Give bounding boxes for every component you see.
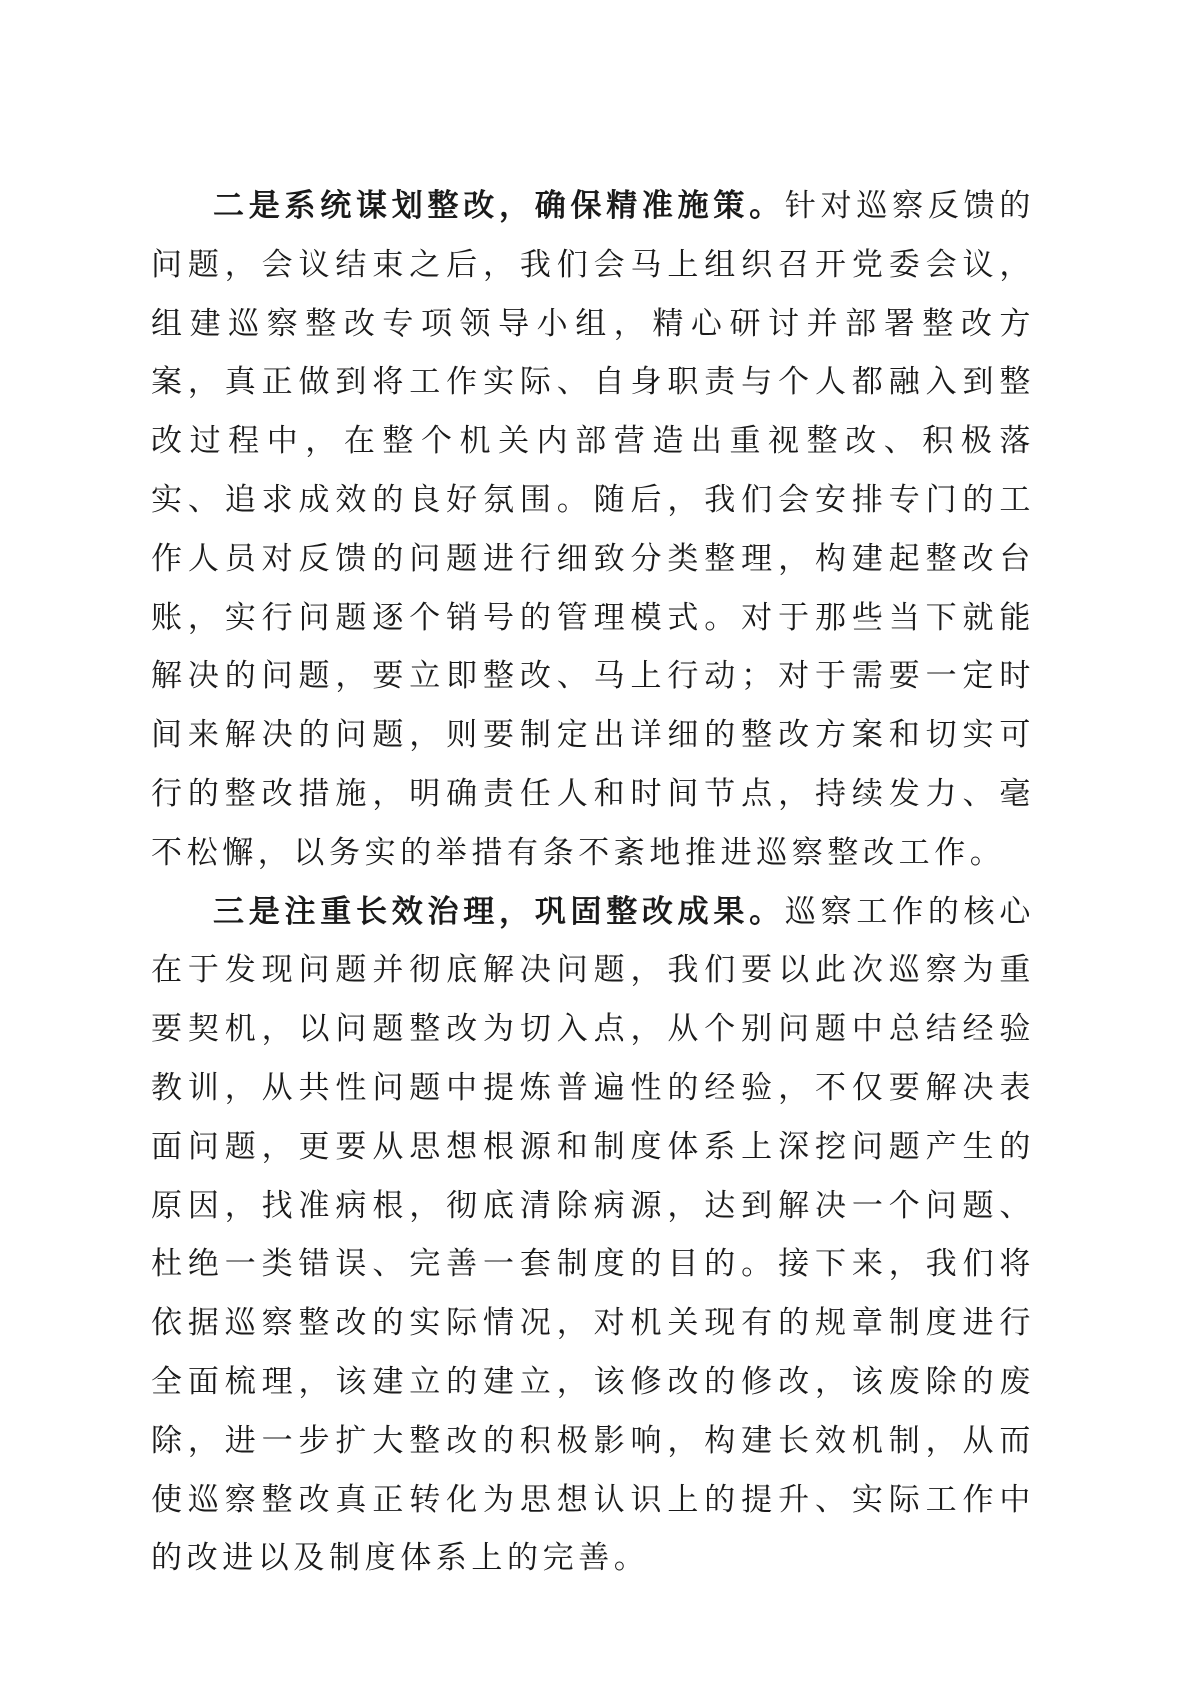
- paragraph-long-term-governance: [151, 883, 1035, 1589]
- paragraph-text: 巡察工作的核心在于发现问题并彻底解决问题，我们要以此次巡察为重要契机，以问题整改为切入点，从个别问题中总结经验教训，从共性问题中提炼普遍性的经验，不仅要解决表面问题，更要从思想根源和制度体系上深挖问题产生的原因，找准病根，彻底清除病源，达到解决一个问题、杜绝一类错误、完善一套制度的目的。接下来，我们将依据巡察整改的实际情况，对机关现有的规章制度进行全面梳理，该建立的建立，该修改的修改，该废除的废除，进一步扩大整改的积极影响，构建长效机制，从而使巡察整改真正转化为思想认识上的提升、实际工作中的改进以及制度体系上的完善。: [151, 893, 1035, 1577]
- paragraph-lead: 二是系统谋划整改，确保精准施策。: [213, 188, 785, 224]
- document-body: [151, 177, 1035, 1588]
- paragraph-systematic-rectification: [151, 177, 1035, 883]
- paragraph-lead: 三是注重长效治理，巩固整改成果。: [213, 893, 785, 930]
- paragraph-text: 针对巡察反馈的问题，会议结束之后，我们会马上组织召开党委会议，组建巡察整改专项领导小组，精心研讨并部署整改方案，真正做到将工作实际、自身职责与个人都融入到整改过程中，在整个机关内部营造出重视整改、积极落实、追求成效的良好氛围。随后，我们会安排专门的工作人员对反馈的问题进行细致分类整理，构建起整改台账，实行问题逐个销号的管理模式。对于那些当下就能解决的问题，要立即整改、马上行动；对于需要一定时间来解决的问题，则要制定出详细的整改方案和切实可行的整改措施，明确责任人和时间节点，持续发力、毫不松懈，以务实的举措有条不紊地推进巡察整改工作。: [151, 188, 1035, 871]
